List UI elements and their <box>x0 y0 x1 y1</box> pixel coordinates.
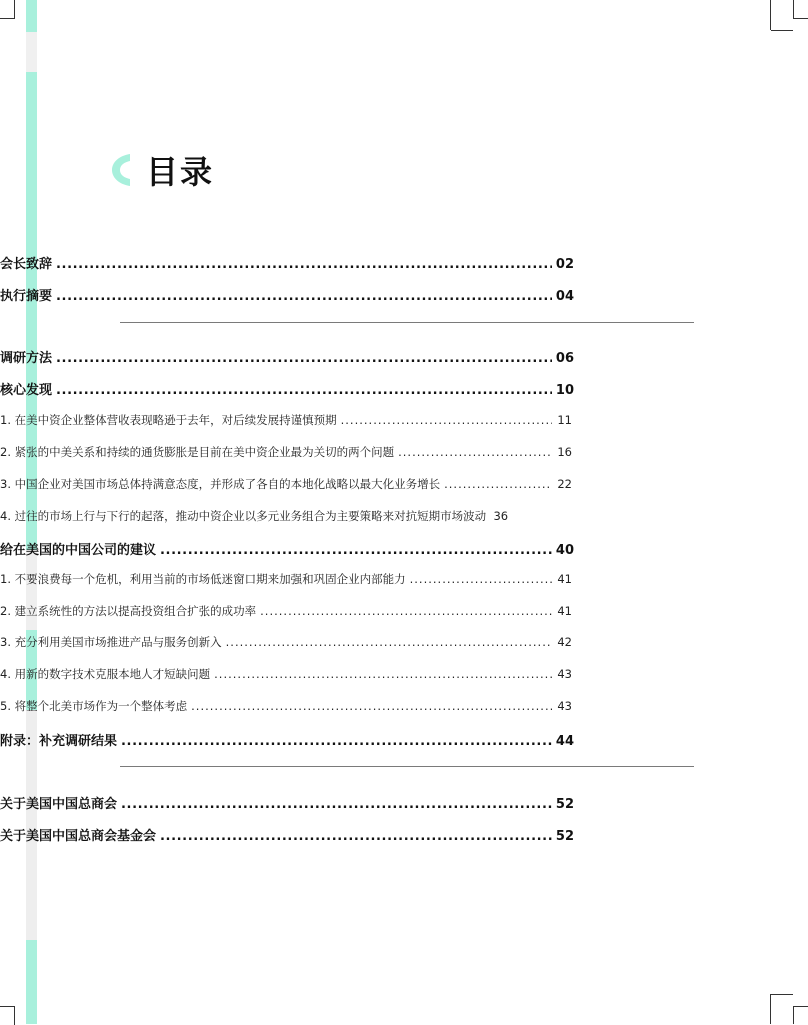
page-title: 目录 <box>146 153 215 191</box>
page-number: 22 <box>557 477 572 491</box>
crop-mark-bottom-left <box>0 1006 15 1025</box>
page-number: 02 <box>555 257 574 272</box>
page-number: 10 <box>555 383 574 398</box>
page-number: 36 <box>493 509 509 523</box>
toc-subentry-recommendation-4[interactable]: 4. 用新的数字技术克服本地人才短缺问题 ..... 43 <box>0 666 574 682</box>
crop-mark-bottom-right-3 <box>793 1006 808 1008</box>
toc-subentry-finding-2[interactable]: 2. 紧张的中美关系和持续的通货膨胀是目前在美中资企业最为关切的两个问题 ..... 16 <box>0 444 574 460</box>
crop-mark-top-left <box>0 0 15 19</box>
crop-mark-bottom-right-4 <box>793 1006 795 1024</box>
page-number: 43 <box>557 667 572 681</box>
page-number: 52 <box>555 829 574 844</box>
page-number: 16 <box>557 445 572 459</box>
page-number: 44 <box>555 734 574 749</box>
section-divider <box>120 766 694 767</box>
toc-entry-about-chamber[interactable]: 关于美国中国总商会 ..... 52 <box>0 793 574 812</box>
toc-entry-key-findings[interactable]: 核心发现 ..... 10 <box>0 379 574 398</box>
toc-subentry-finding-4[interactable]: 4. 过往的市场上行与下行的起落，推动中资企业以多元业务组合为主要策略来对抗短期市场波动 36 <box>0 509 509 523</box>
toc-subentry-recommendation-1[interactable]: 1. 不要浪费每一个危机，利用当前的市场低迷窗口期来加强和巩固企业内部能力 ..... 41 <box>0 571 574 587</box>
crop-mark-top-right-1 <box>770 0 772 30</box>
page-title-block <box>112 150 214 190</box>
page-number: 43 <box>557 699 572 713</box>
bracket-accent-icon <box>112 154 132 186</box>
page-number: 04 <box>555 289 574 304</box>
section-divider <box>120 322 694 323</box>
toc-subentry-recommendation-5[interactable]: 5. 将整个北美市场作为一个整体考虑 ..... 43 <box>0 698 574 714</box>
toc-entry-chairman-message[interactable]: 会长致辞 ..... 02 <box>0 253 574 272</box>
page-number: 52 <box>555 797 574 812</box>
page-number: 41 <box>557 572 572 586</box>
toc-subentry-finding-1[interactable]: 1. 在美中资企业整体营收表现略逊于去年，对后续发展持谨慎预期 ..... 11 <box>0 412 574 428</box>
toc-subentry-recommendation-2[interactable]: 2. 建立系统性的方法以提高投资组合扩张的成功率 ..... 41 <box>0 603 574 619</box>
toc-entry-methodology[interactable]: 调研方法 ..... 06 <box>0 347 574 366</box>
crop-mark-bottom-right-1 <box>770 994 772 1024</box>
toc-entry-appendix[interactable]: 附录：补充调研结果 ..... 44 <box>0 730 574 749</box>
crop-mark-top-right-4 <box>793 0 795 18</box>
toc-subentry-finding-3[interactable]: 3. 中国企业对美国市场总体持满意态度，并形成了各自的本地化战略以最大化业务增长 ..... 22 <box>0 476 574 492</box>
page-number: 06 <box>555 351 574 366</box>
toc-entry-recommendations[interactable]: 给在美国的中国公司的建议 ..... 40 <box>0 539 574 558</box>
page-number: 42 <box>557 635 572 649</box>
toc-entry-executive-summary[interactable]: 执行摘要 ..... 04 <box>0 285 574 304</box>
page-number: 40 <box>555 543 574 558</box>
page-number: 11 <box>557 413 572 427</box>
toc-subentry-recommendation-3[interactable]: 3. 充分利用美国市场推进产品与服务创新入 ..... 42 <box>0 634 574 650</box>
crop-mark-bottom-right-2 <box>771 994 793 996</box>
toc-entry-about-foundation[interactable]: 关于美国中国总商会基金会 ..... 52 <box>0 825 574 844</box>
crop-mark-top-right-3 <box>793 18 808 20</box>
page-number: 41 <box>557 604 572 618</box>
crop-mark-top-right-2 <box>771 30 793 32</box>
